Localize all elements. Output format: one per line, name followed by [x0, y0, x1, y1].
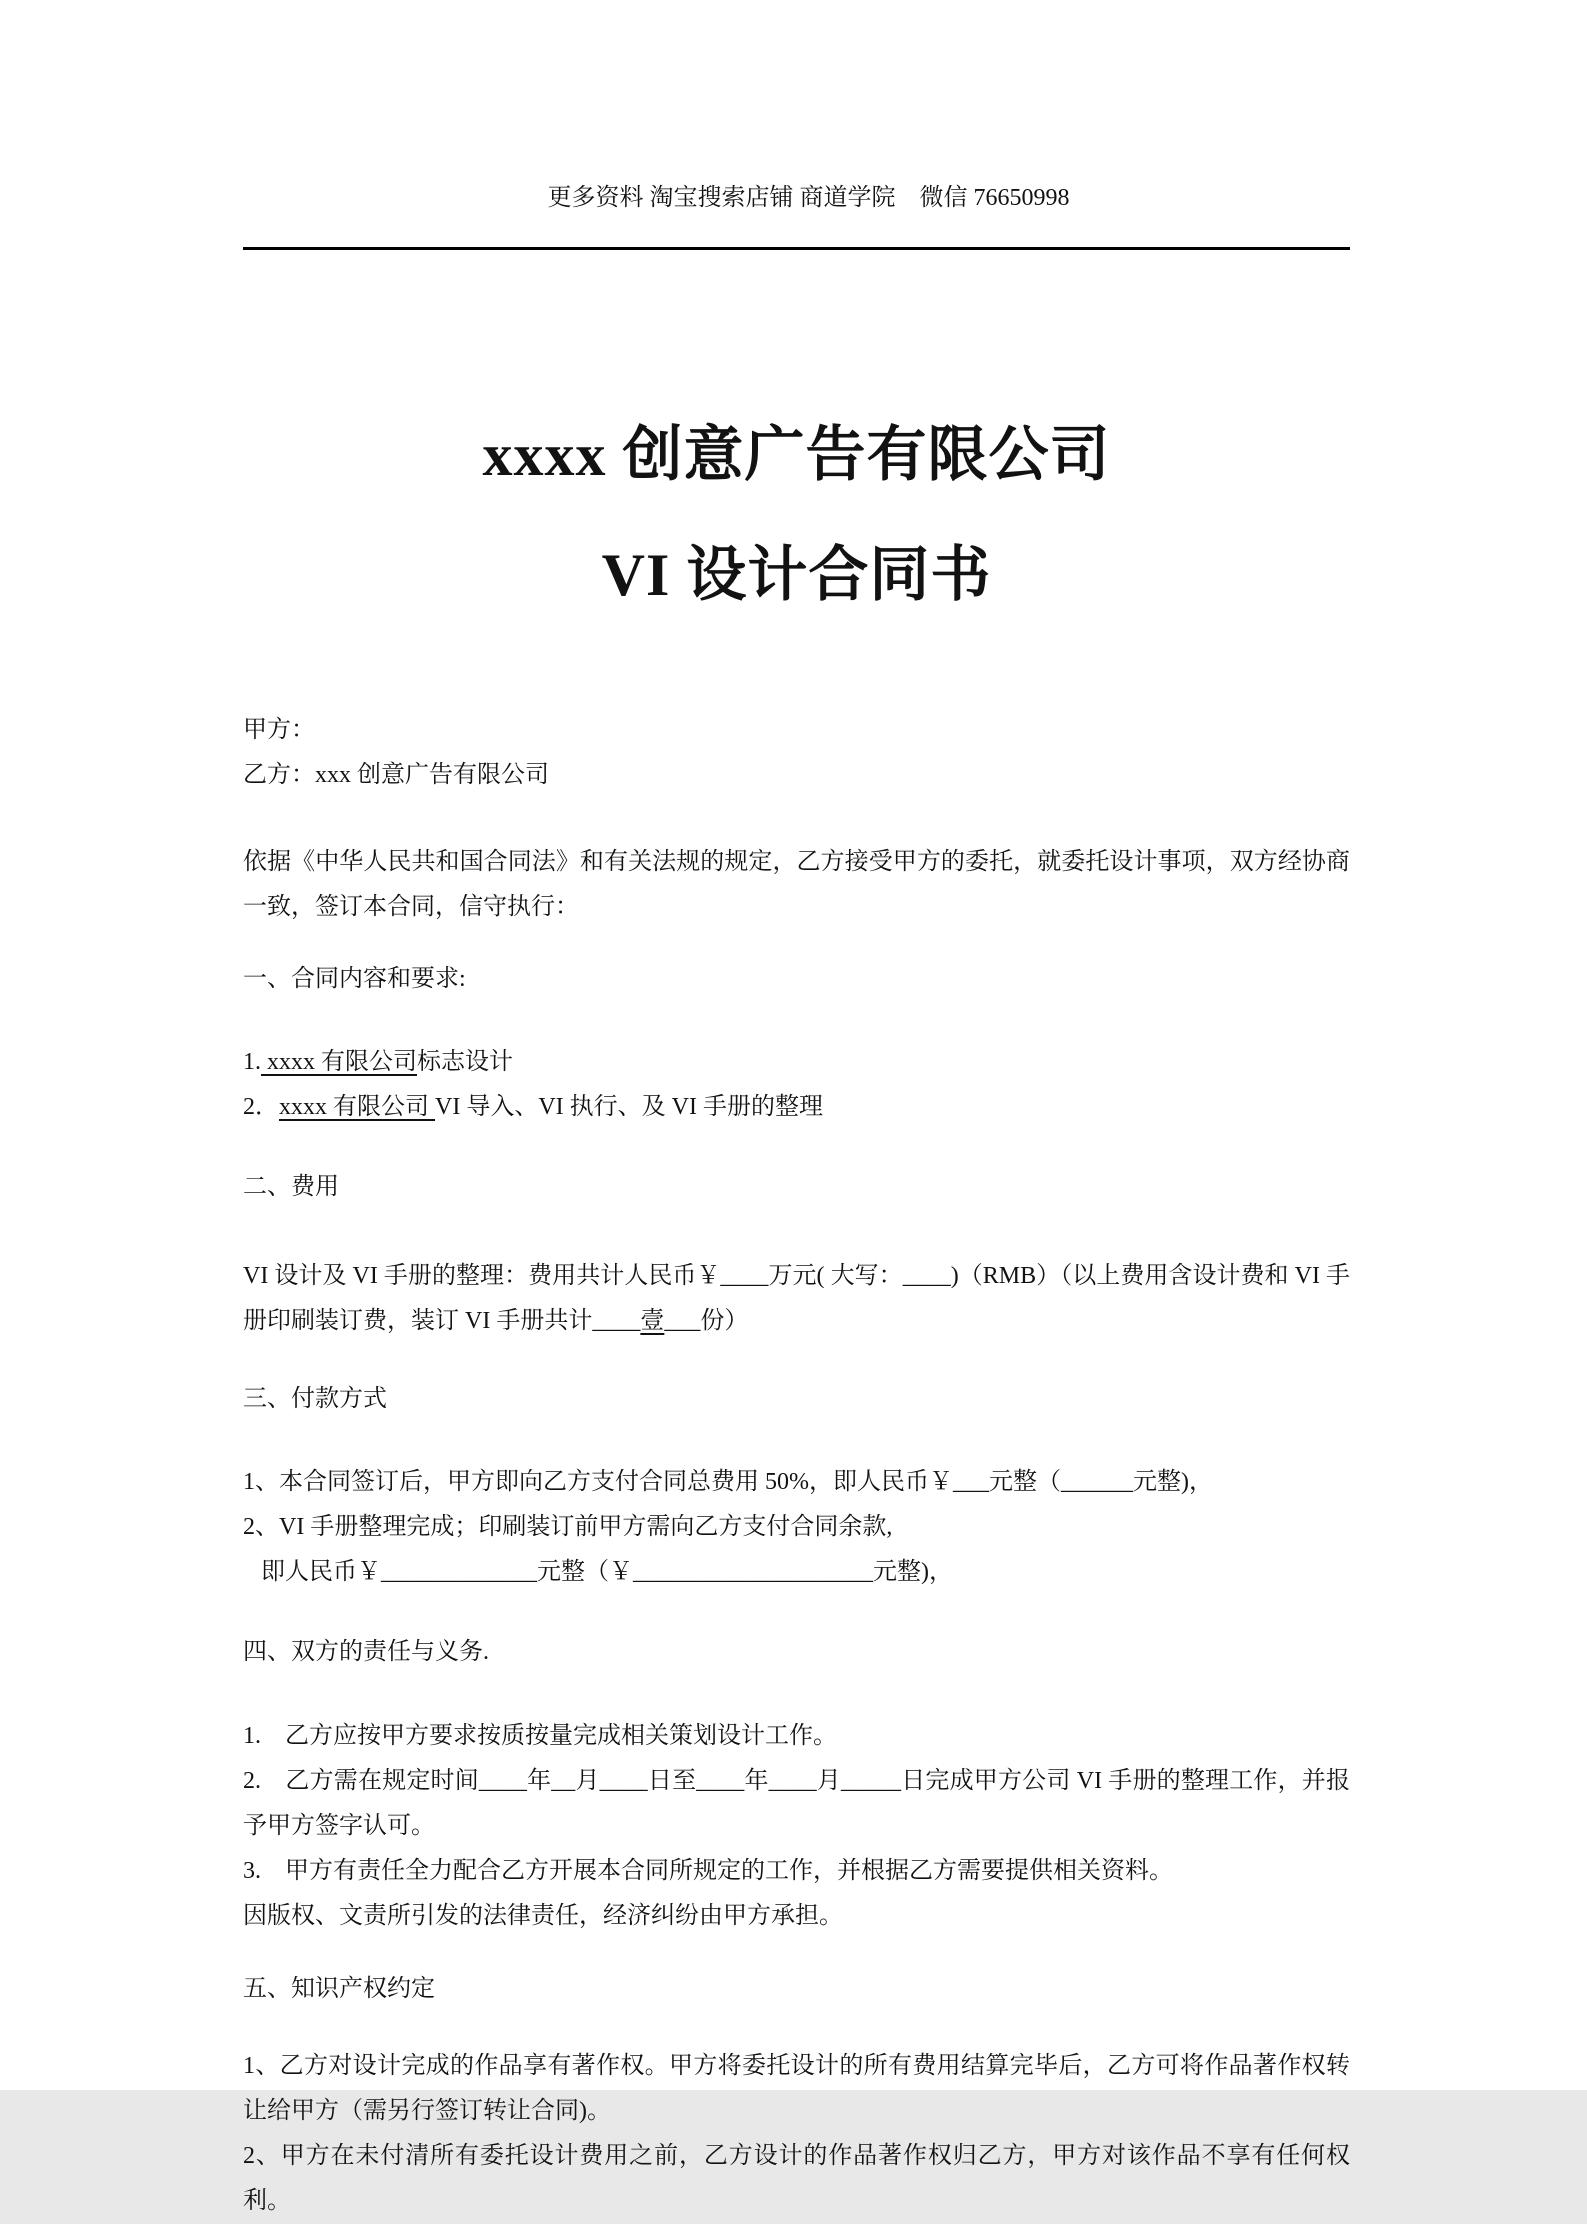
section-1-item-2 — [243, 1085, 1350, 1130]
responsibility-clause-3: 3. 甲方有责任全力配合乙方开展本合同所规定的工作，并根据乙方需要提供相关资料。 — [243, 1858, 1173, 1884]
section-3-heading: 三、付款方式 — [243, 1386, 387, 1412]
section-5-heading: 五、知识产权约定 — [243, 1976, 435, 2002]
section-1-items — [243, 1040, 1350, 1130]
section-3-items — [243, 1460, 1350, 1595]
ip-clause-2: 2、甲方在未付清所有委托设计费用之前，乙方设计的作品著作权归乙方，甲方对该作品不享有任何权利。 — [243, 2143, 1350, 2214]
underlined-company-name: xxxx 有限公司 — [261, 1049, 417, 1075]
section-2-fee-paragraph — [243, 1254, 1350, 1344]
responsibility-clause-4: 因版权、文责所引发的法律责任，经济纠纷由甲方承担。 — [243, 1903, 843, 1929]
party-a-line: 甲方： — [243, 717, 315, 743]
party-b-line: 乙方：xxx 创意广告有限公司 — [243, 762, 549, 788]
payment-clause-2: 2、VI 手册整理完成；印刷装订前甲方需向乙方支付合同余款, — [243, 1514, 893, 1540]
payment-clause-1: 1、本合同签订后，甲方即向乙方支付合同总费用 50%，即人民币￥___元整（______元整)， — [243, 1469, 1213, 1495]
section-1-heading: 一、合同内容和要求: — [243, 966, 466, 992]
document-title-company: xxxx 创意广告有限公司 — [482, 422, 1111, 488]
document-title-contract: VI 设计合同书 — [601, 542, 992, 608]
fee-text-tail: ___份） — [664, 1308, 749, 1334]
preamble-paragraph: 依据《中华人民共和国合同法》和有关法规的规定，乙方接受甲方的委托，就委托设计事项，双方经协商一致，签订本合同，信守执行： — [243, 849, 1350, 920]
section-4-items — [243, 1714, 1350, 1939]
filled-blank-value: 壹 — [640, 1308, 665, 1334]
page-header-text: 更多资料 淘宝搜索店铺 商道学院 微信 76650998 — [547, 185, 1070, 211]
item-text: 标志设计 — [417, 1049, 513, 1075]
responsibility-clause-2: 2. 乙方需在规定时间____年__月____日至____年____月_____日完成甲方公司 VI 手册的整理工作，并报予甲方签字认可。 — [243, 1768, 1350, 1839]
page-header — [243, 0, 1350, 243]
ip-clause-1: 1、乙方对设计完成的作品享有著作权。甲方将委托设计的所有费用结算完毕后，乙方可将作品著作权转让给甲方（需另行签订转让合同)。 — [243, 2053, 1350, 2124]
item-number: 2． — [243, 1094, 279, 1120]
section-4-heading: 四、双方的责任与义务. — [243, 1639, 489, 1665]
section-5-items — [243, 2044, 1350, 2224]
payment-clause-amount: 即人民币￥_____________元整（￥____________________元整)， — [261, 1559, 953, 1585]
section-2-heading: 二、费用 — [243, 1174, 339, 1200]
responsibility-clause-1: 1. 乙方应按甲方要求按质按量完成相关策划设计工作。 — [243, 1723, 837, 1749]
parties-block — [243, 708, 1350, 798]
fee-text: VI 设计及 VI 手册的整理：费用共计人民币￥____万元( 大写：____)（RMB）（以上费用含设计费和 VI 手册印刷装订费，装订 VI 手册共计____ — [243, 1263, 1350, 1334]
contract-body — [243, 708, 1350, 2224]
item-number: 1. — [243, 1049, 261, 1075]
underlined-company-name: xxxx 有限公司 — [279, 1094, 435, 1120]
item-text: VI 导入、VI 执行、及 VI 手册的整理 — [435, 1094, 823, 1120]
header-rule — [243, 247, 1350, 250]
section-1-item-1 — [243, 1040, 1350, 1085]
